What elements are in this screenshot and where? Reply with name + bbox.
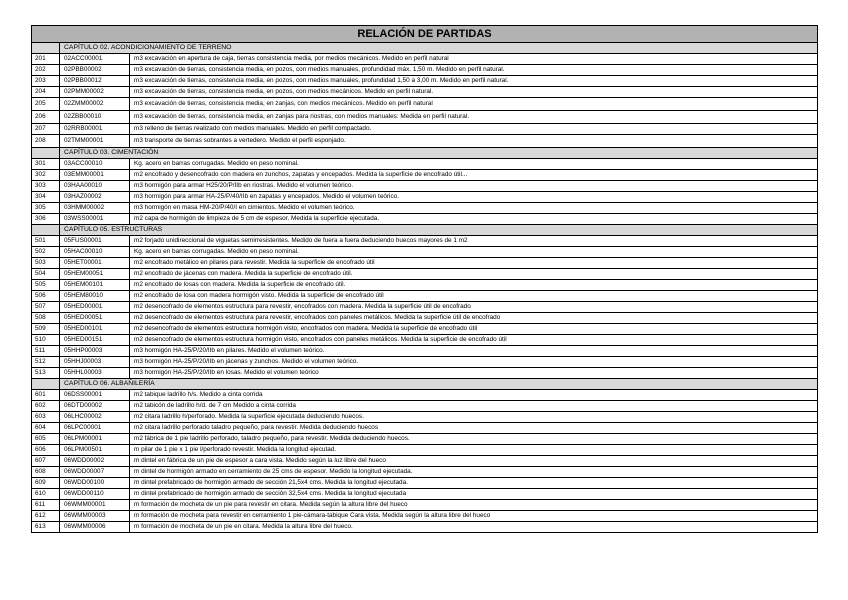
table-row xyxy=(32,181,818,192)
item-number: 501 xyxy=(32,236,60,247)
item-description: m3 hormigón HA-25/P/20/IIb en pilares. Medido el volumen teórico. xyxy=(130,346,818,357)
item-number: 608 xyxy=(32,467,60,478)
item-description: m3 relleno de tierras realizado con medios manuales. Medido en perfil compactado. xyxy=(130,124,818,135)
item-code: 06LPM00001 xyxy=(60,434,130,445)
table-row xyxy=(32,511,818,522)
item-code: 06WDD00002 xyxy=(60,456,130,467)
item-number: 305 xyxy=(32,203,60,214)
item-code: 06LHC00002 xyxy=(60,412,130,423)
item-number: 202 xyxy=(32,65,60,76)
table-row xyxy=(32,423,818,434)
chapter-spacer xyxy=(32,379,60,390)
item-description: m3 excavación de tierras, consistencia media, en pozos, con medios manuales, profundidad 1,50 a 3,00 m. Medido en perfil natural. xyxy=(130,76,818,87)
item-code: 03EMM00001 xyxy=(60,170,130,181)
item-description: m dintel en fábrica de un pie de espesor a cara vista. Medido según la luz libre del hueco xyxy=(130,456,818,467)
table-row xyxy=(32,98,818,111)
partidas-table xyxy=(31,25,818,533)
table-row xyxy=(32,401,818,412)
item-description: m3 hormigón HA-25/P/20/IIb en jácenas y zunchos. Medido el volumen teórico. xyxy=(130,357,818,368)
item-code: 05HHJ00003 xyxy=(60,357,130,368)
table-row xyxy=(32,65,818,76)
item-description: m2 encofrado metálico en pilares para revestir. Medida la superficie de encofrado útil xyxy=(130,258,818,269)
item-code: 06WDD00110 xyxy=(60,489,130,500)
item-code: 02PMM00002 xyxy=(60,87,130,98)
item-number: 207 xyxy=(32,124,60,135)
item-code: 02TMM00001 xyxy=(60,135,130,148)
item-number: 205 xyxy=(32,98,60,111)
item-number: 504 xyxy=(32,269,60,280)
item-code: 02RRB00001 xyxy=(60,124,130,135)
table-row xyxy=(32,203,818,214)
table-row xyxy=(32,324,818,335)
item-number: 607 xyxy=(32,456,60,467)
item-code: 06WMM00003 xyxy=(60,511,130,522)
item-number: 201 xyxy=(32,54,60,65)
item-code: 06LPC00001 xyxy=(60,423,130,434)
item-description: m2 encofrado de losas con madera. Medida la superficie de encofrado útil. xyxy=(130,280,818,291)
table-row xyxy=(32,357,818,368)
item-code: 02ZBB00010 xyxy=(60,111,130,124)
item-description: m3 transporte de tierras sobrantes a vertedero. Medido el perfil esponjado. xyxy=(130,135,818,148)
item-number: 612 xyxy=(32,511,60,522)
item-code: 06WMM00001 xyxy=(60,500,130,511)
item-number: 605 xyxy=(32,434,60,445)
table-row xyxy=(32,269,818,280)
table-row xyxy=(32,368,818,379)
table-row xyxy=(32,192,818,203)
table-row xyxy=(32,467,818,478)
item-description: Kg. acero en barras corrugadas. Medido en peso nominal. xyxy=(130,159,818,170)
table-row xyxy=(32,258,818,269)
item-description: m2 desencofrado de elementos estructura para revestir, encofrados con madera. Medida la superficie útil de encofrado xyxy=(130,302,818,313)
item-description: m dintel prefabricado de hormigón armado de sección 32,5x4 cms. Medida la longitud ejecutada xyxy=(130,489,818,500)
item-code: 06WMM00006 xyxy=(60,522,130,533)
item-number: 306 xyxy=(32,214,60,225)
item-code: 05HHP00003 xyxy=(60,346,130,357)
item-code: 05HEM00101 xyxy=(60,280,130,291)
item-description: m formación de mocheta para revestir en cerramiento 1 pie-cámara-tabique Cara vista. Medida según la altura libre del hueco xyxy=(130,511,818,522)
item-number: 304 xyxy=(32,192,60,203)
table-row xyxy=(32,390,818,401)
item-code: 03HAA00010 xyxy=(60,181,130,192)
chapter-row xyxy=(32,148,818,159)
item-description: m2 citara ladrillo perforado taladro pequeño, para revestir. Medida deduciendo huecos xyxy=(130,423,818,434)
item-code: 02PBB00002 xyxy=(60,65,130,76)
item-number: 303 xyxy=(32,181,60,192)
table-row xyxy=(32,54,818,65)
chapter-row xyxy=(32,379,818,390)
item-number: 503 xyxy=(32,258,60,269)
item-number: 606 xyxy=(32,445,60,456)
item-number: 206 xyxy=(32,111,60,124)
item-number: 604 xyxy=(32,423,60,434)
chapter-row xyxy=(32,225,818,236)
partidas-sheet xyxy=(31,25,817,533)
item-description: m2 desencofrado de elementos estructura hormigón visto, encofrados con madera. Medida la superficie de encofrado útil xyxy=(130,324,818,335)
item-code: 05HEM80010 xyxy=(60,291,130,302)
item-description: m3 excavación de tierras, consistencia media, en pozos, con medios mecánicos. Medido en perfil natural. xyxy=(130,87,818,98)
chapter-title: CAPÍTULO 03. CIMENTACIÓN xyxy=(60,148,818,159)
item-number: 512 xyxy=(32,357,60,368)
item-description: m dintel de hormigón armado en cerramiento de 25 cms de espesor. Medido la longitud ejecutada. xyxy=(130,467,818,478)
table-row xyxy=(32,236,818,247)
item-description: m3 excavación de tierras, consistencia media, en zanjas para riostras, con medios manuales: Medida en perfil natural. xyxy=(130,111,818,124)
item-code: 03HMM00002 xyxy=(60,203,130,214)
item-description: m formación de mocheta de un pie para revestir en citara. Medida según la altura libre del hueco xyxy=(130,500,818,511)
item-code: 06DSS00001 xyxy=(60,390,130,401)
item-code: 06LPM00501 xyxy=(60,445,130,456)
item-description: m2 fábrica de 1 pie ladrillo perforado, taladro pequeño, para revestir. Medida deduciendo huecos. xyxy=(130,434,818,445)
item-code: 05HED00051 xyxy=(60,313,130,324)
item-code: 05HHL00003 xyxy=(60,368,130,379)
item-code: 05HET00001 xyxy=(60,258,130,269)
table-row xyxy=(32,124,818,135)
item-number: 204 xyxy=(32,87,60,98)
item-description: m2 tabicón de ladrillo h/d. de 7 cm Medido a cinta corrida xyxy=(130,401,818,412)
item-number: 203 xyxy=(32,76,60,87)
item-number: 613 xyxy=(32,522,60,533)
item-description: m3 hormigón para armar H25/20/P/IIb en riostras. Medido el volumen teórico. xyxy=(130,181,818,192)
item-description: m3 hormigón HA-25/P/20/IIb en losas. Medido el volumen teórico xyxy=(130,368,818,379)
item-code: 05HEM00051 xyxy=(60,269,130,280)
item-number: 208 xyxy=(32,135,60,148)
item-number: 508 xyxy=(32,313,60,324)
item-code: 05HED00151 xyxy=(60,335,130,346)
item-description: m3 excavación de tierras, consistencia media, en zanjas, con medios mecánicos. Medido en perfil natural xyxy=(130,98,818,111)
item-number: 301 xyxy=(32,159,60,170)
item-code: 02ZMM00002 xyxy=(60,98,130,111)
title-row xyxy=(32,26,818,43)
item-code: 02PBB00012 xyxy=(60,76,130,87)
table-row xyxy=(32,346,818,357)
item-description: m3 excavación de tierras, consistencia media, en pozos, con medios manuales, profundidad máx. 1,50 m. Medido en perfil natural. xyxy=(130,65,818,76)
chapter-row xyxy=(32,43,818,54)
item-code: 03ACC00010 xyxy=(60,159,130,170)
item-description: m2 capa de hormigón de limpieza de 5 cm de espesor. Medida la superficie ejecutada. xyxy=(130,214,818,225)
item-number: 610 xyxy=(32,489,60,500)
item-description: m dintel prefabricado de hormigón armado de sección 21,5x4 cms. Medida la longitud ejecutada. xyxy=(130,478,818,489)
table-row xyxy=(32,302,818,313)
table-row xyxy=(32,76,818,87)
item-number: 602 xyxy=(32,401,60,412)
table-row xyxy=(32,522,818,533)
item-number: 509 xyxy=(32,324,60,335)
table-row xyxy=(32,87,818,98)
table-row xyxy=(32,170,818,181)
table-row xyxy=(32,135,818,148)
table-row xyxy=(32,214,818,225)
table-row xyxy=(32,500,818,511)
table-row xyxy=(32,335,818,346)
item-description: m2 encofrado de losa con madera hormigón visto. Medida la superficie de encofrado útil xyxy=(130,291,818,302)
item-number: 502 xyxy=(32,247,60,258)
chapter-title: CAPÍTULO 05. ESTRUCTURAS xyxy=(60,225,818,236)
item-number: 603 xyxy=(32,412,60,423)
table-row xyxy=(32,445,818,456)
chapter-spacer xyxy=(32,148,60,159)
item-description: m pilar de 1 pie x 1 pie l/perforado revestir. Medida la longitud ejecutad. xyxy=(130,445,818,456)
chapter-title: CAPÍTULO 02. ACONDICIONAMIENTO DE TERRENO xyxy=(60,43,818,54)
table-row xyxy=(32,412,818,423)
item-number: 505 xyxy=(32,280,60,291)
table-row xyxy=(32,111,818,124)
item-description: m2 encofrado de jácenas con madera. Medida la superficie de encofrado útil. xyxy=(130,269,818,280)
item-description: m2 desencofrado de elementos estructura para revestir, encofrados con paneles metálicos. Medida la superficie útil de encofrado xyxy=(130,313,818,324)
item-number: 507 xyxy=(32,302,60,313)
item-code: 05HED00001 xyxy=(60,302,130,313)
item-description: m2 tabique ladrillo h/s. Medido a cinta corrida xyxy=(130,390,818,401)
table-title: RELACIÓN DE PARTIDAS xyxy=(32,26,818,43)
item-code: 06WDD00100 xyxy=(60,478,130,489)
item-code: 03HAZ00002 xyxy=(60,192,130,203)
item-number: 601 xyxy=(32,390,60,401)
item-description: m2 desencofrado de elementos estructura hormigón visto, encofrados con paneles metálicos. Medida la superficie de encofrado útil xyxy=(130,335,818,346)
item-description: m2 forjado unidireccional de viguetas semirresistentes. Medido de fuera a fuera deduciendo huecos mayores de 1 m2 xyxy=(130,236,818,247)
table-row xyxy=(32,489,818,500)
item-code: 03WSS00001 xyxy=(60,214,130,225)
table-row xyxy=(32,313,818,324)
table-row xyxy=(32,456,818,467)
table-row xyxy=(32,280,818,291)
chapter-spacer xyxy=(32,43,60,54)
table-row xyxy=(32,291,818,302)
table-row xyxy=(32,434,818,445)
chapter-title: CAPÍTULO 06. ALBAÑILERÍA xyxy=(60,379,818,390)
item-number: 513 xyxy=(32,368,60,379)
item-description: m2 encofrado y desencofrado con madera en zunchos, zapatas y encepados. Medida la superficie de encofrado útil... xyxy=(130,170,818,181)
item-number: 510 xyxy=(32,335,60,346)
item-code: 05HAC00010 xyxy=(60,247,130,258)
item-description: m formación de mocheta de un pie en citara. Medida la altura libre del hueco. xyxy=(130,522,818,533)
item-number: 609 xyxy=(32,478,60,489)
item-description: Kg. acero en barras corrugadas. Medido en peso nominal. xyxy=(130,247,818,258)
item-code: 05FUS00001 xyxy=(60,236,130,247)
table-row xyxy=(32,247,818,258)
item-description: m3 excavación en apertura de caja, tierras consistencia media, por medios mecánicos. Medido en perfil natural xyxy=(130,54,818,65)
item-code: 06WDD00007 xyxy=(60,467,130,478)
table-row xyxy=(32,478,818,489)
item-code: 02ACC00001 xyxy=(60,54,130,65)
item-number: 511 xyxy=(32,346,60,357)
item-description: m2 citara ladrillo h/perforado. Medida la superficie ejecutada deduciendo huecos. xyxy=(130,412,818,423)
item-number: 611 xyxy=(32,500,60,511)
item-description: m3 hormigón en masa HM-20/P/40/I en cimientos. Medido el volumen teórico. xyxy=(130,203,818,214)
table-row xyxy=(32,159,818,170)
item-number: 506 xyxy=(32,291,60,302)
item-code: 05HED00101 xyxy=(60,324,130,335)
item-description: m3 hormigón para armar HA-25/P/40/IIb en zapatas y encepados. Medido el volumen teórico. xyxy=(130,192,818,203)
item-number: 302 xyxy=(32,170,60,181)
chapter-spacer xyxy=(32,225,60,236)
item-code: 06DTD00002 xyxy=(60,401,130,412)
